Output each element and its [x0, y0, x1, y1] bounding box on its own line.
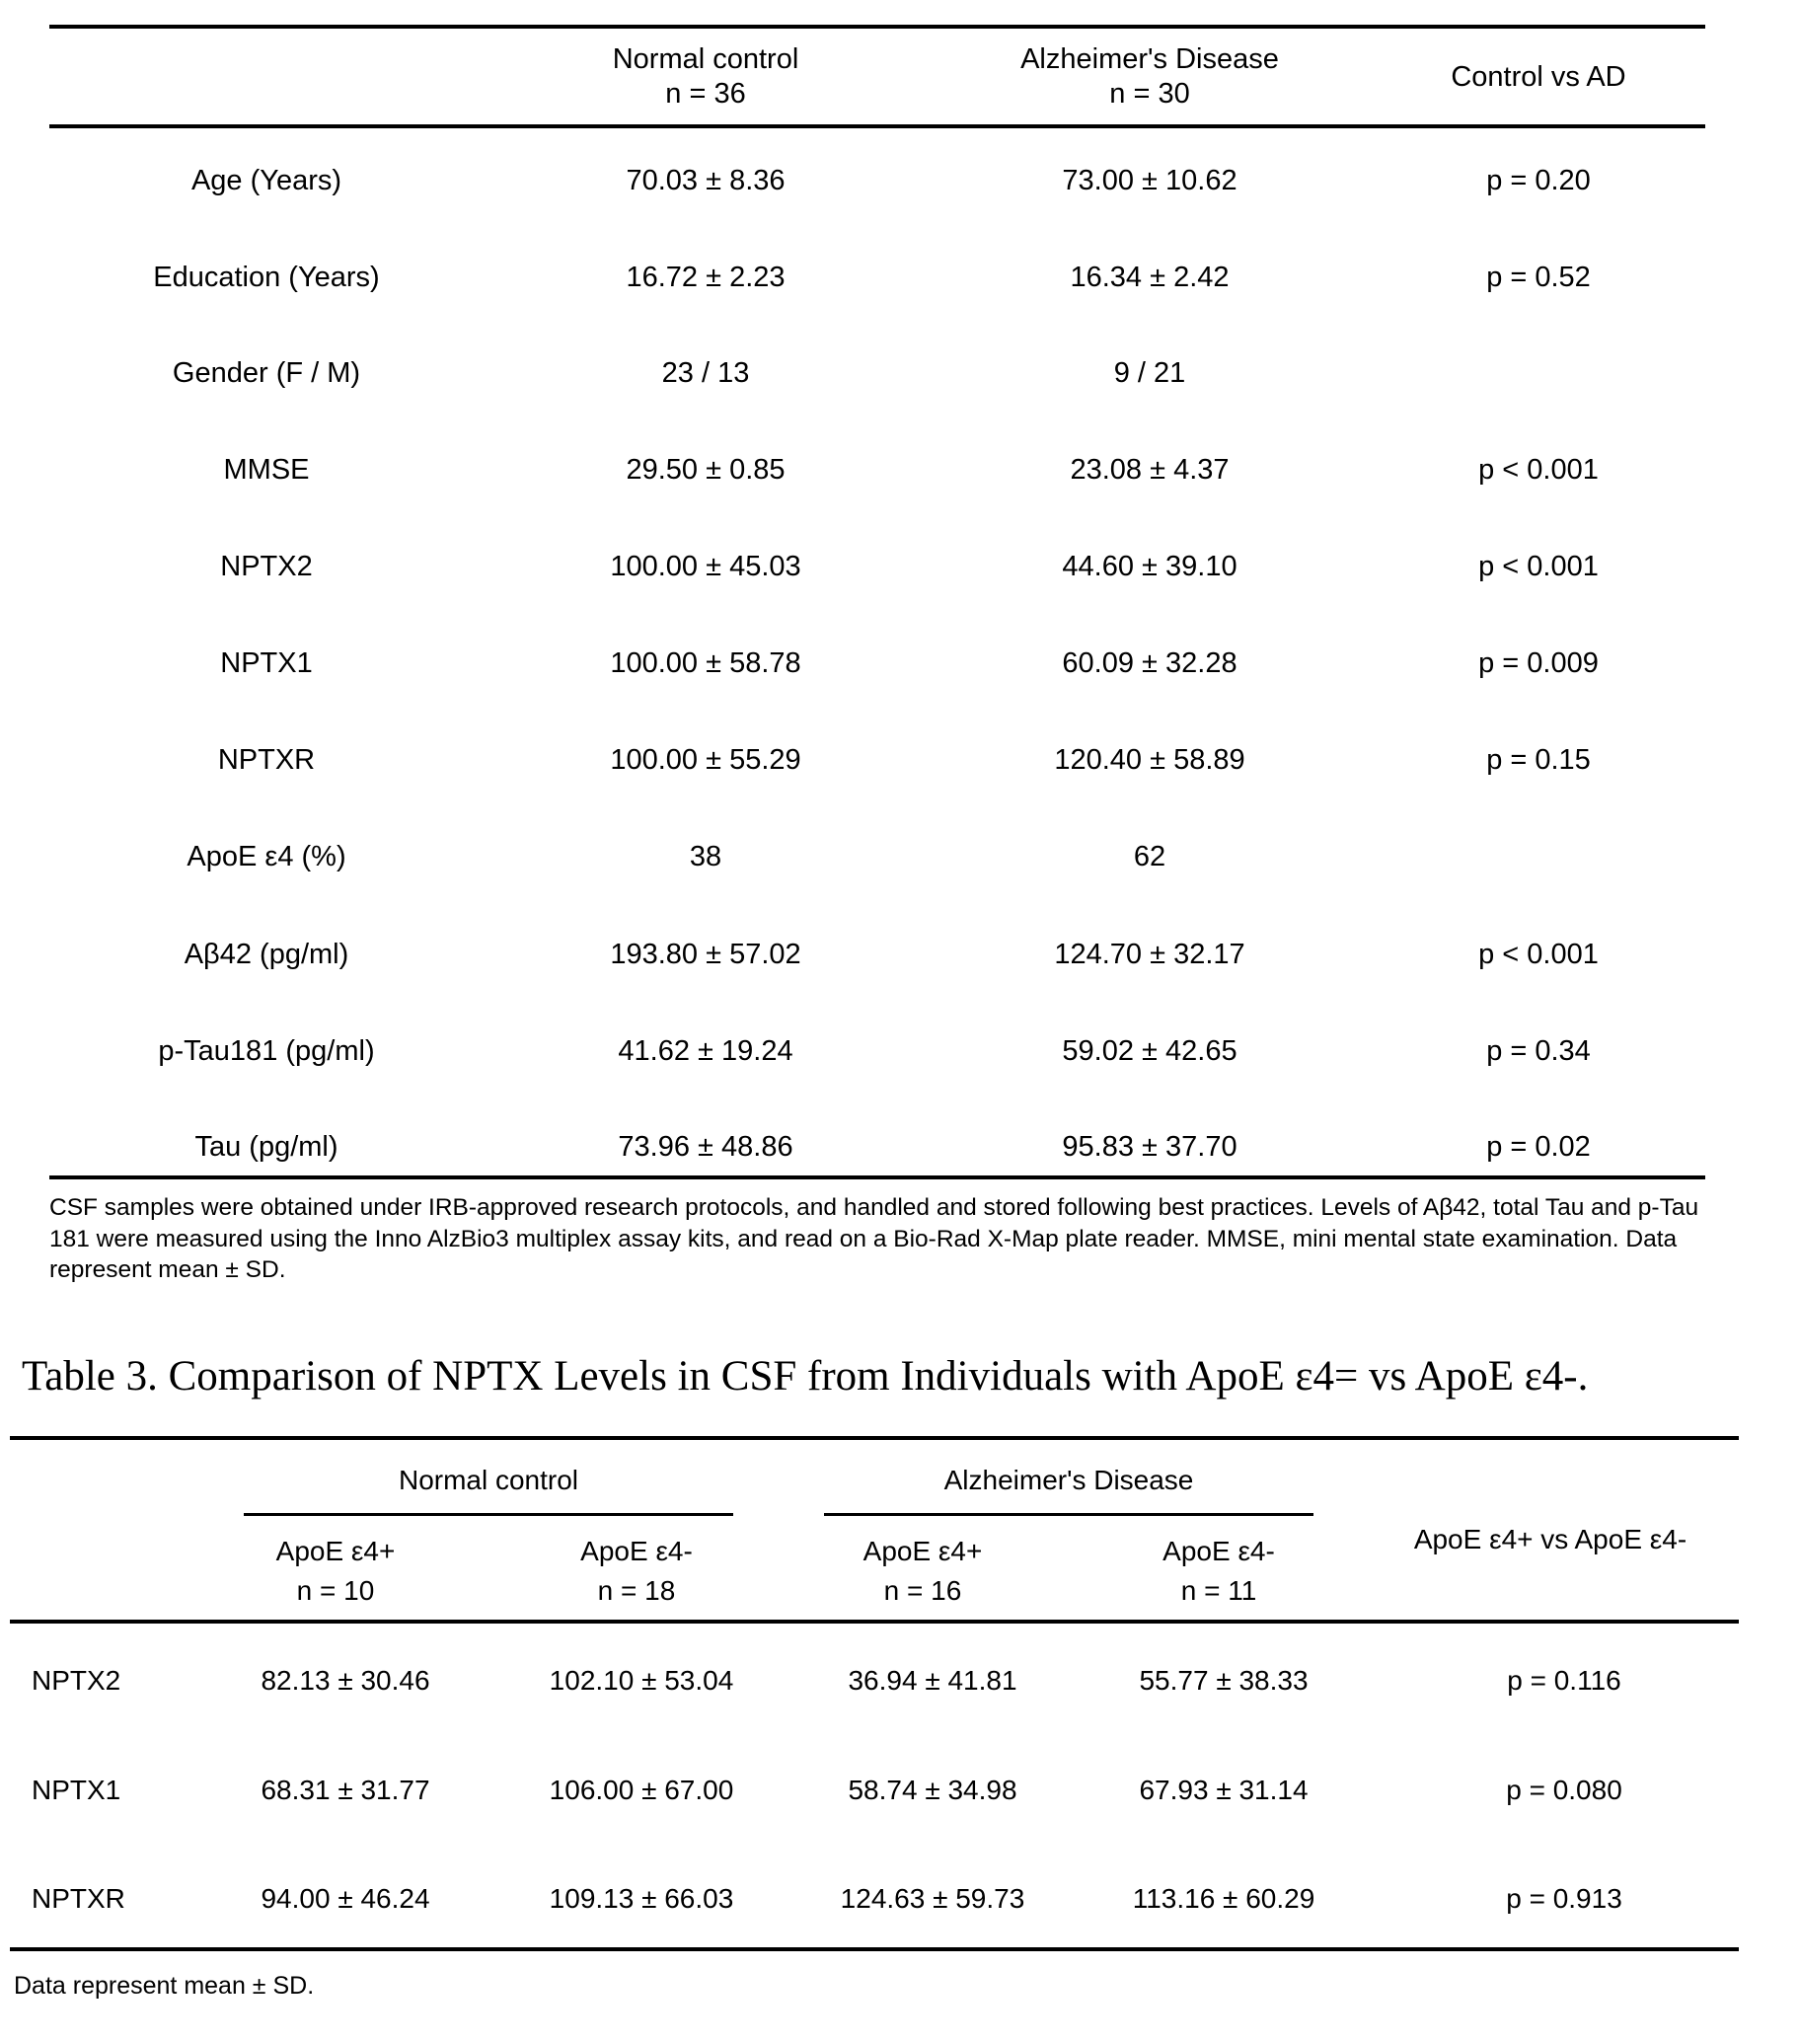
- p-value: p = 0.52: [1486, 261, 1591, 293]
- normal-control-value: 38: [689, 840, 722, 872]
- table3-group-rule-normal-control: [244, 1513, 733, 1516]
- row-label: Gender (F / M): [172, 356, 361, 389]
- subheader-n: n = 16: [883, 1575, 962, 1606]
- row-label: ApoE ε4 (%): [187, 840, 346, 872]
- p-value: [1372, 343, 1705, 403]
- alzheimers-value: 44.60 ± 39.10: [1062, 550, 1237, 582]
- table-row: [49, 343, 1705, 403]
- table2-header-rule: [49, 124, 1705, 128]
- normal-control-value: 73.96 ± 48.86: [618, 1130, 793, 1163]
- header-n: n = 30: [1109, 78, 1190, 110]
- table3-header-rule: [10, 1620, 1739, 1624]
- normal-control-value: 100.00 ± 58.78: [610, 646, 801, 679]
- row-label: Tau (pg/ml): [194, 1130, 338, 1163]
- row-label: NPTX2: [32, 1665, 121, 1696]
- row-label: Age (Years): [190, 164, 342, 196]
- normal-control-value: 100.00 ± 45.03: [610, 550, 801, 582]
- header-label: Alzheimer's Disease: [1020, 43, 1279, 75]
- alzheimers-value: 59.02 ± 42.65: [1062, 1034, 1237, 1067]
- table2-header: [49, 30, 1705, 124]
- alzheimers-value: 9 / 21: [1113, 356, 1186, 389]
- table2-header-normal-control: [484, 30, 928, 124]
- ad-apoe-pos-value: 124.63 ± 59.73: [840, 1883, 1025, 1914]
- ad-apoe-pos-value: 58.74 ± 34.98: [848, 1775, 1017, 1805]
- nc-apoe-pos-value: 68.31 ± 31.77: [261, 1775, 430, 1805]
- table2-header-comparison: Control vs AD: [1451, 60, 1626, 93]
- ad-apoe-neg-value: 67.93 ± 31.14: [1139, 1775, 1309, 1805]
- p-value: p = 0.913: [1506, 1883, 1622, 1914]
- nc-apoe-neg-value: 102.10 ± 53.04: [549, 1665, 734, 1696]
- table-row: [10, 1653, 1739, 1708]
- alzheimers-value: 16.34 ± 2.42: [1070, 261, 1230, 293]
- nc-apoe-pos-value: 82.13 ± 30.46: [261, 1665, 430, 1696]
- alzheimers-value: 62: [1133, 840, 1166, 872]
- table-row: [49, 925, 1705, 984]
- table3-group-normal-control: Normal control: [398, 1465, 579, 1495]
- row-label: NPTXR: [32, 1883, 125, 1914]
- table-row: [49, 537, 1705, 596]
- subheader-label: ApoE ε4-: [1162, 1536, 1275, 1566]
- row-label: NPTX2: [220, 550, 313, 582]
- table3-header-comparison: ApoE ε4+ vs ApoE ε4-: [1413, 1524, 1687, 1554]
- table-row: [49, 827, 1705, 886]
- alzheimers-value: 23.08 ± 4.37: [1070, 453, 1230, 486]
- header-label: Normal control: [612, 43, 799, 75]
- p-value: p = 0.009: [1478, 646, 1599, 679]
- table3-bottom-rule: [10, 1947, 1739, 1951]
- normal-control-value: 23 / 13: [661, 356, 750, 389]
- p-value: p = 0.34: [1486, 1034, 1591, 1067]
- ad-apoe-pos-value: 36.94 ± 41.81: [848, 1665, 1017, 1696]
- subheader-n: n = 10: [296, 1575, 375, 1606]
- ad-apoe-neg-value: 55.77 ± 38.33: [1139, 1665, 1309, 1696]
- p-value: p = 0.080: [1506, 1775, 1622, 1805]
- subheader-label: ApoE ε4+: [862, 1536, 983, 1566]
- p-value: p < 0.001: [1478, 550, 1599, 582]
- row-label: NPTX1: [220, 646, 313, 679]
- table3-footnote: Data represent mean ± SD.: [14, 1972, 315, 2000]
- p-value: [1372, 827, 1705, 886]
- header-n: n = 36: [665, 78, 746, 110]
- normal-control-value: 16.72 ± 2.23: [626, 261, 786, 293]
- alzheimers-value: 60.09 ± 32.28: [1062, 646, 1237, 679]
- table-row: [49, 248, 1705, 307]
- table2-header-row-label: [49, 30, 484, 124]
- row-label: NPTXR: [217, 743, 316, 776]
- table3-caption: Table 3. Comparison of NPTX Levels in CSF from Individuals with ApoE ε4= vs ApoE ε4-.: [22, 1353, 1589, 1400]
- normal-control-value: 29.50 ± 0.85: [626, 453, 786, 486]
- normal-control-value: 70.03 ± 8.36: [626, 164, 786, 196]
- nc-apoe-pos-value: 94.00 ± 46.24: [261, 1883, 430, 1914]
- nc-apoe-neg-value: 109.13 ± 66.03: [549, 1883, 734, 1914]
- table-row: [49, 1117, 1705, 1176]
- table-row: [49, 634, 1705, 693]
- nc-apoe-neg-value: 106.00 ± 67.00: [549, 1775, 734, 1805]
- normal-control-value: 41.62 ± 19.24: [618, 1034, 793, 1067]
- table3-group-alzheimers: Alzheimer's Disease: [943, 1465, 1194, 1495]
- table3-subheader-nc-pos: [217, 1530, 454, 1613]
- subheader-n: n = 18: [597, 1575, 676, 1606]
- subheader-label: ApoE ε4+: [275, 1536, 396, 1566]
- table2-bottom-rule: [49, 1175, 1705, 1179]
- row-label: NPTX1: [32, 1775, 121, 1805]
- p-value: p = 0.02: [1486, 1130, 1591, 1163]
- table-row: [10, 1763, 1739, 1818]
- table-row: [49, 440, 1705, 499]
- table-row: [49, 1022, 1705, 1081]
- p-value: p = 0.15: [1486, 743, 1591, 776]
- normal-control-value: 100.00 ± 55.29: [610, 743, 801, 776]
- row-label: MMSE: [223, 453, 310, 486]
- alzheimers-value: 124.70 ± 32.17: [1054, 938, 1245, 970]
- subheader-label: ApoE ε4-: [580, 1536, 693, 1566]
- p-value: p = 0.20: [1486, 164, 1591, 196]
- subheader-n: n = 11: [1180, 1575, 1257, 1606]
- table2-footnote: CSF samples were obtained under IRB-approved research protocols, and handled and stored following best practices. Levels of Aβ42, total Tau and p-Tau 181 were measured using the Inno AlzBio3 multiplex assay kits, and read on a Bio-Rad X-Map plate reader. MMSE, mini mental state examination. Data represent mean ± SD.: [49, 1194, 1699, 1283]
- row-label: p-Tau181 (pg/ml): [158, 1034, 375, 1067]
- table3-group-rule-alzheimers: [824, 1513, 1313, 1516]
- table-row: [49, 151, 1705, 210]
- table-row: [10, 1871, 1739, 1927]
- alzheimers-value: 120.40 ± 58.89: [1054, 743, 1245, 776]
- table3-subheader-nc-neg: [513, 1530, 760, 1613]
- table3-top-rule: [10, 1436, 1739, 1440]
- row-label: Education (Years): [153, 261, 380, 293]
- normal-control-value: 193.80 ± 57.02: [610, 938, 801, 970]
- table3-subheader-ad-pos: [804, 1530, 1041, 1613]
- alzheimers-value: 73.00 ± 10.62: [1062, 164, 1237, 196]
- table2-header-alzheimers: [928, 30, 1372, 124]
- p-value: p < 0.001: [1478, 453, 1599, 486]
- row-label: Aβ42 (pg/ml): [184, 938, 349, 970]
- table3-subheader-ad-neg: [1100, 1530, 1337, 1613]
- p-value: p < 0.001: [1478, 938, 1599, 970]
- p-value: p = 0.116: [1507, 1665, 1621, 1696]
- table-row: [49, 730, 1705, 790]
- ad-apoe-neg-value: 113.16 ± 60.29: [1132, 1883, 1315, 1914]
- alzheimers-value: 95.83 ± 37.70: [1062, 1130, 1237, 1163]
- table2-top-rule: [49, 25, 1705, 29]
